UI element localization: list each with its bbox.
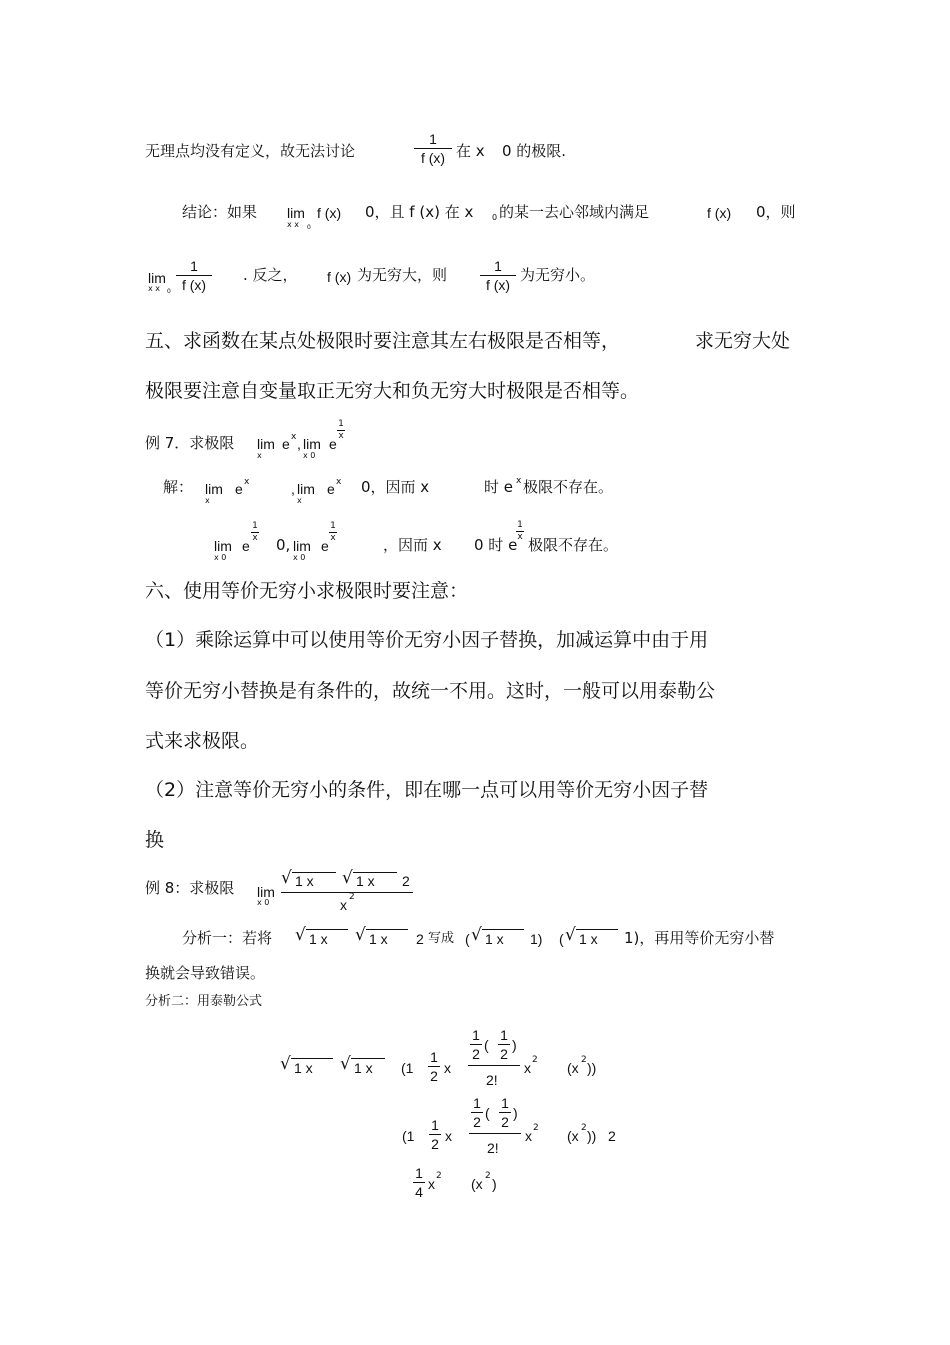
lim-subscript: x — [257, 451, 262, 460]
lim-operator: lim — [287, 205, 305, 221]
radical-bar — [482, 929, 524, 930]
radicand: 1 x — [485, 931, 504, 947]
radical-bar — [291, 1058, 333, 1059]
section6-item1-line1: （1）乘除运算中可以使用等价无穷小因子替换，加减运算中由于用 — [145, 629, 709, 651]
fraction-numerator: 1 — [494, 258, 502, 274]
section6-title: 六、使用等价无穷小求极限时要注意： — [145, 580, 469, 602]
radicand: 1 x — [295, 873, 314, 889]
exp-superscript: x — [291, 432, 297, 442]
variable-x: x — [525, 1128, 532, 1144]
exp-base: e — [282, 436, 290, 452]
numerator-const: 2 — [402, 873, 410, 889]
exp-superscript: x — [336, 477, 342, 487]
fraction-numerator: 1 — [252, 521, 258, 531]
fraction-numerator: 1 — [338, 419, 344, 429]
para2-zero2: 0，则 — [756, 203, 796, 221]
lim-subscript-zero: 0 — [167, 288, 171, 295]
lim-operator: lim — [257, 436, 275, 452]
half-fraction — [429, 1118, 441, 1151]
lim-subscript: x — [297, 496, 302, 505]
fraction-bar — [428, 1066, 440, 1067]
lim-operator: lim — [297, 481, 315, 497]
fraction-denominator: 2 — [501, 1114, 509, 1130]
sqrt-icon: √ — [342, 868, 353, 888]
little-o-term: (x — [567, 1128, 579, 1144]
variable-x: x — [445, 1128, 452, 1144]
fraction-bar — [468, 1065, 520, 1066]
lim-subscript-zero: 0 — [307, 224, 311, 231]
fraction-numerator: 1 — [501, 1095, 509, 1111]
constant: 2 — [416, 931, 424, 947]
fraction-numerator: 1 — [415, 1165, 423, 1181]
section6-item1-line2: 等价无穷小替换是有条件的，故统一不用。这时，一般可以用泰勒公 — [145, 680, 716, 702]
paren-close: ) — [492, 1176, 497, 1192]
example8-fraction — [281, 870, 413, 915]
exp-base: e — [329, 436, 337, 452]
solution7b-text2: 0 时 e — [474, 536, 518, 554]
para2-fx: f (x) — [317, 205, 342, 221]
fraction-bar — [413, 1182, 425, 1183]
lim-subscript: x x — [287, 220, 300, 229]
variable-x: x — [444, 1060, 451, 1076]
fraction — [470, 1028, 482, 1061]
exp-superscript: 2 — [349, 892, 355, 902]
sqrt-icon: √ — [471, 925, 482, 945]
fraction-denominator: x — [338, 431, 344, 441]
para3-fraction2 — [480, 259, 516, 292]
fraction-bar — [414, 148, 452, 149]
radical-bar — [576, 929, 618, 930]
exp-fraction — [329, 522, 337, 543]
sqrt-icon: √ — [281, 868, 292, 888]
fraction-denominator: x — [340, 897, 347, 913]
para3-text2: 为无穷大，则 — [357, 266, 448, 284]
para2-fx2: f (x) — [707, 205, 732, 221]
sqrt-icon: √ — [565, 925, 576, 945]
row2-tail: )) 2 — [587, 1128, 616, 1144]
fraction-denominator: 2 — [430, 1068, 438, 1084]
fraction-bar — [471, 1112, 483, 1113]
exp-superscript: 2 — [436, 1171, 442, 1181]
factorial: 2! — [487, 1140, 499, 1156]
radical-bar — [306, 929, 348, 930]
para1-fraction — [414, 132, 452, 165]
para3-fx: f (x) — [327, 269, 352, 285]
factorial: 2! — [486, 1072, 498, 1088]
paren-close: ) — [512, 1037, 517, 1053]
section5-line1a: 五、求函数在某点处极限时要注意其左右极限是否相等， — [145, 330, 621, 352]
exp-superscript: 2 — [533, 1123, 539, 1133]
exp-fraction — [516, 521, 524, 542]
exp-superscript: x — [244, 477, 250, 487]
quarter-fraction — [413, 1166, 425, 1199]
exp-fraction — [251, 522, 259, 543]
fraction-denominator: 2 — [472, 1046, 480, 1062]
sqrt-icon: √ — [355, 925, 366, 945]
radicand: 1 x — [356, 873, 375, 889]
radical-bar — [351, 1058, 385, 1059]
fraction-numerator: 1 — [472, 1027, 480, 1043]
zero-comma: 0, — [276, 536, 291, 554]
exp-superscript: 2 — [485, 1171, 491, 1181]
taylor-second-term — [469, 1096, 523, 1158]
analysis1-tail: 1)，再用等价无穷小替 — [624, 929, 775, 947]
sqrt-icon: √ — [280, 1054, 291, 1074]
lim-subscript: x 0 — [257, 898, 270, 907]
example7-label: 例 7．求极限 — [145, 434, 235, 452]
section5-line2: 极限要注意自变量取正无穷大和负无穷大时极限是否相等。 — [145, 380, 640, 402]
lim-subscript: x x — [148, 284, 161, 293]
fraction — [499, 1096, 511, 1129]
radical-bar — [366, 929, 408, 930]
lim-operator: lim — [303, 436, 321, 452]
radicand: 1 x — [354, 1060, 373, 1076]
comma: , — [291, 481, 295, 497]
fraction-denominator: x — [517, 532, 523, 542]
paren: ( — [465, 931, 470, 947]
fraction-bar — [470, 1044, 482, 1045]
section6-item1-line3: 式来求极限。 — [145, 730, 260, 752]
fraction-numerator: 1 — [431, 1117, 439, 1133]
paren-open: ( — [485, 1105, 490, 1121]
para1-text: 无理点均没有定义，故无法讨论 — [145, 142, 356, 160]
fraction-denominator: 2 — [473, 1114, 481, 1130]
paren-open: (1 — [402, 1128, 415, 1144]
little-o-term: (x — [471, 1176, 483, 1192]
example8-label: 例 8：求极限 — [145, 879, 235, 897]
para1-text3: 0 的极限. — [502, 142, 567, 160]
paren-close: ) — [513, 1105, 518, 1121]
section6-item2-line2: 换 — [145, 829, 165, 851]
exp-superscript: 2 — [581, 1123, 587, 1133]
lim-subscript: x 0 — [293, 553, 306, 562]
fraction-denominator: 2 — [500, 1046, 508, 1062]
para2-zero1: 0，且 f (x) 在 x — [365, 203, 474, 221]
section6-item2-line1: （2）注意等价无穷小的条件，即在哪一点可以用等价无穷小因子替 — [145, 779, 709, 801]
lim-subscript: x 0 — [303, 451, 316, 460]
exp-superscript: 2 — [581, 1055, 587, 1065]
solution7b-text3: 极限不存在。 — [528, 536, 619, 554]
fraction-bar — [281, 892, 413, 893]
fraction-numerator: 1 — [429, 131, 437, 147]
exp-base: e — [327, 481, 335, 497]
taylor-second-term — [468, 1028, 522, 1090]
fraction-bar — [498, 1044, 510, 1045]
analysis1-mid: 写成 — [428, 931, 455, 946]
exp-base: e — [321, 538, 329, 554]
radicand: 1 x — [579, 931, 598, 947]
para3-fraction — [176, 259, 212, 292]
paren-open: ( — [484, 1037, 489, 1053]
solution7-text2: 极限不存在。 — [523, 478, 614, 496]
fraction-bar — [176, 275, 212, 276]
fraction-numerator: 1 — [517, 520, 523, 530]
analysis2-lead: 分析二：用泰勒公式 — [145, 994, 263, 1009]
paren-close: )) — [587, 1060, 597, 1076]
lim-operator: lim — [148, 270, 166, 286]
fraction-denominator: f (x) — [420, 150, 446, 166]
fraction-denominator: 4 — [415, 1184, 423, 1200]
para1-text2: 在 x — [456, 142, 485, 160]
section5-line1b: 求无穷大处 — [695, 330, 791, 352]
variable-x: x — [428, 1176, 435, 1192]
radicand: 1 x — [369, 931, 388, 947]
paren: ( — [559, 931, 564, 947]
para3-text1: . 反之， — [243, 266, 298, 284]
analysis1-line2: 换就会导致错误。 — [145, 964, 266, 982]
sqrt-icon: √ — [340, 1054, 351, 1074]
comma: , — [297, 436, 301, 452]
paren-open: (1 — [401, 1060, 414, 1076]
fraction-bar — [469, 1133, 521, 1134]
solution7b-text1: ，因而 x — [383, 536, 442, 554]
exp-fraction — [337, 420, 345, 441]
para2-lead: 结论：如果 — [182, 203, 258, 221]
paren-close: 1) — [530, 931, 543, 947]
lim-operator: lim — [214, 538, 232, 554]
para2-text: 的某一去心邻域内满足 — [499, 203, 650, 221]
fraction-numerator: 1 — [500, 1027, 508, 1043]
solution7-label: 解： — [163, 478, 194, 496]
exp-base: e — [235, 481, 243, 497]
radicand: 1 x — [294, 1060, 313, 1076]
solution7-zero: 0，因而 x — [361, 478, 430, 496]
fraction — [471, 1096, 483, 1129]
exp-base: e — [242, 538, 250, 554]
fraction-bar — [499, 1112, 511, 1113]
fraction-denominator: x — [252, 533, 258, 543]
fraction-bar — [429, 1134, 441, 1135]
x0-subscript: 0 — [492, 213, 498, 222]
radicand: 1 x — [309, 931, 328, 947]
lim-operator: lim — [257, 884, 275, 900]
lim-subscript: x — [205, 496, 210, 505]
fraction-denominator: f (x) — [181, 277, 207, 293]
analysis1-lead: 分析一：若将 — [182, 929, 273, 947]
variable-x: x — [524, 1060, 531, 1076]
fraction — [498, 1028, 510, 1061]
sqrt-icon: √ — [295, 925, 306, 945]
fraction-denominator: f (x) — [485, 277, 511, 293]
lim-operator: lim — [205, 481, 223, 497]
lim-subscript: x 0 — [214, 553, 227, 562]
solution7-text: 时 e — [484, 478, 513, 496]
exp-superscript: x — [516, 476, 522, 486]
fraction-numerator: 1 — [190, 258, 198, 274]
fraction-denominator: 2 — [431, 1136, 439, 1152]
lim-operator: lim — [293, 538, 311, 554]
fraction-numerator: 1 — [430, 1049, 438, 1065]
fraction-denominator: x — [330, 533, 336, 543]
little-o-term: (x — [567, 1060, 579, 1076]
exp-superscript: 2 — [532, 1055, 538, 1065]
fraction-numerator: 1 — [330, 521, 336, 531]
fraction-bar — [480, 275, 516, 276]
half-fraction — [428, 1050, 440, 1083]
fraction-numerator: 1 — [473, 1095, 481, 1111]
para3-text3: 为无穷小。 — [520, 266, 596, 284]
